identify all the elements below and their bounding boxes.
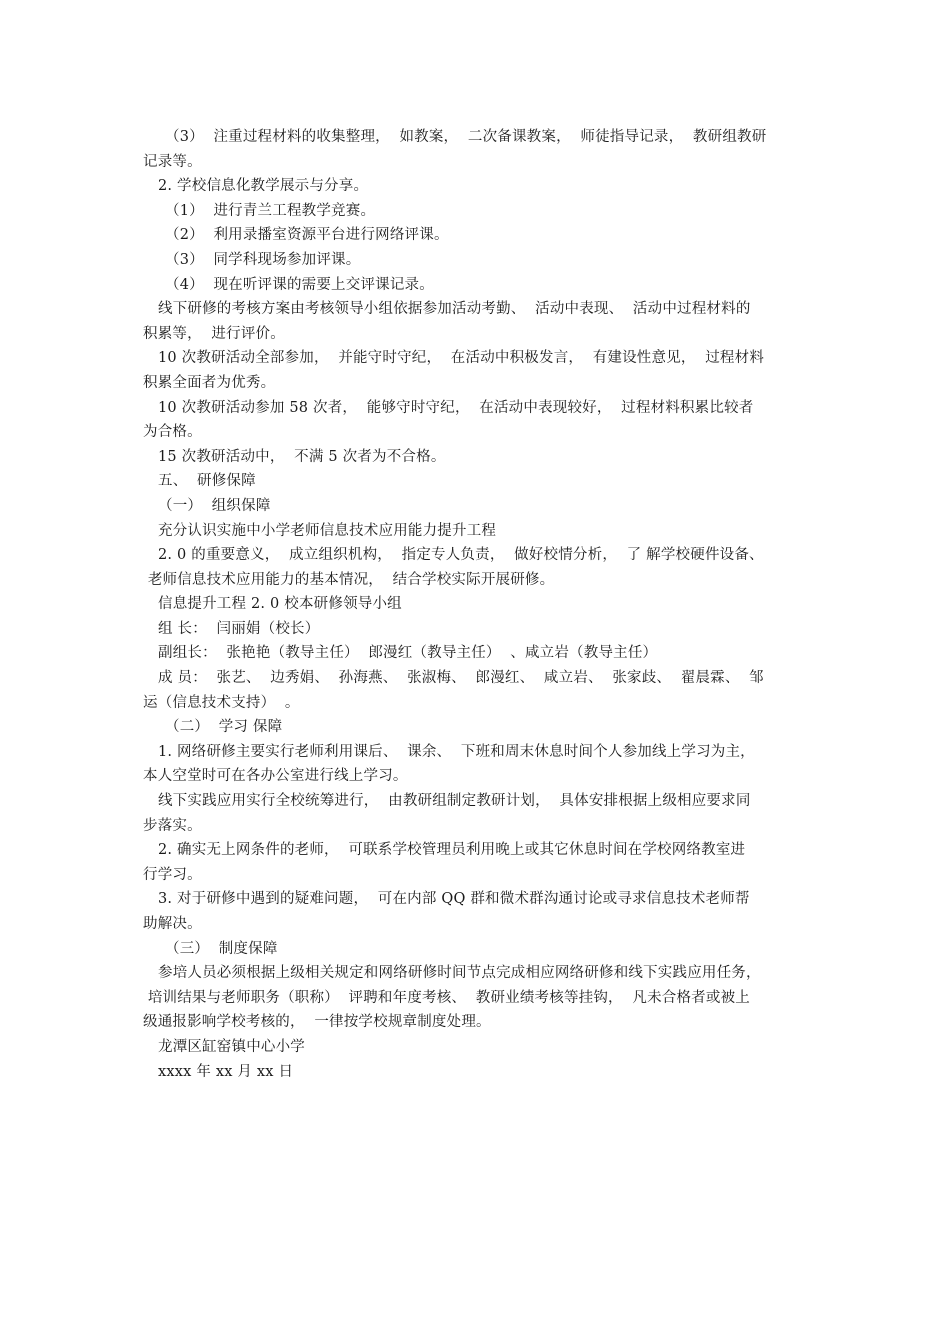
paragraph-line: 老师信息技术应用能力的基本情况， 结合学校实际开展研修。: [143, 571, 555, 588]
paragraph-line: 成 员： 张艺、 边秀娟、 孙海燕、 张淑梅、 郎漫红、 咸立岩、 张家歧、 翟晨霖、 邹: [158, 670, 764, 687]
paragraph-line: 级通报影响学校考核的， 一律按学校规章制度处理。: [143, 1014, 491, 1031]
paragraph-line: （二） 学习 保障: [165, 719, 283, 736]
paragraph-line: （一） 组织保障: [158, 497, 271, 514]
paragraph-line: 积累全面者为优秀。: [143, 374, 276, 391]
paragraph-line: 线下实践应用实行全校统筹进行， 由教研组制定教研计划， 具体安排根据上级相应要求同: [158, 793, 751, 810]
paragraph-line: 副组长： 张艳艳（教导主任） 郎漫红（教导主任） 、咸立岩（教导主任）: [158, 645, 658, 662]
paragraph-line: 信息提升工程 2. 0 校本研修领导小组: [158, 596, 402, 613]
paragraph-line: 运（信息技术支持） 。: [143, 694, 300, 711]
paragraph-line: 3. 对于研修中遇到的疑难问题， 可在内部 QQ 群和微术群沟通讨论或寻求信息技术老师帮: [158, 891, 750, 908]
paragraph-line: 龙潭区缸窑镇中心小学: [158, 1038, 305, 1055]
paragraph-line: 为合格。: [143, 424, 202, 441]
paragraph-line: 助解决。: [143, 916, 202, 932]
paragraph-line: （三） 制度保障: [165, 940, 278, 957]
paragraph-line: 培训结果与老师职务（职称） 评聘和年度考核、 教研业绩考核等挂钩， 凡未合格者或被上: [143, 989, 750, 1006]
paragraph-line: 线下研修的考核方案由考核领导小组依据参加活动考勤、 活动中表现、 活动中过程材料的: [158, 301, 751, 318]
paragraph-line: 15 次教研活动中， 不满 5 次者为不合格。: [158, 448, 446, 465]
paragraph-line: 2. 学校信息化教学展示与分享。: [158, 178, 369, 195]
paragraph-line: 充分认识实施中小学老师信息技术应用能力提升工程: [158, 522, 497, 539]
paragraph-line: 10 次教研活动全部参加， 并能守时守纪， 在活动中积极发言， 有建设性意见， 过程材料: [158, 350, 765, 367]
paragraph-line: 10 次教研活动参加 58 次者， 能够守时守纪， 在活动中表现较好， 过程材料积累比较者: [158, 399, 754, 416]
paragraph-line: （4） 现在听评课的需要上交评课记录。: [165, 276, 434, 293]
paragraph-line: 五、 研修保障: [158, 473, 256, 490]
paragraph-line: （1） 进行青兰工程教学竞赛。: [165, 202, 376, 219]
paragraph-line: 组 长： 闫丽娟（校长）: [158, 620, 320, 637]
paragraph-line: 参培人员必须根据上级相关规定和网络研修时间节点完成相应网络研修和线下实践应用任务，: [158, 965, 761, 982]
paragraph-line: 步落实。: [143, 817, 202, 834]
paragraph-line: 2. 确实无上网条件的老师， 可联系学校管理员利用晚上或其它休息时间在学校网络教室进: [158, 842, 746, 859]
paragraph-line: 行学习。: [143, 866, 202, 883]
paragraph-line: 1. 网络研修主要实行老师利用课后、 课余、 下班和周末休息时间个人参加线上学习为主，: [158, 743, 755, 760]
paragraph-line: （2） 利用录播室资源平台进行网络评课。: [165, 227, 449, 244]
document-body: [143, 125, 811, 1084]
paragraph-line: （3） 同学科现场参加评课。: [165, 251, 361, 268]
paragraph-line: （3） 注重过程材料的收集整理， 如教案， 二次备课教案， 师徒指导记录， 教研组教研: [165, 129, 767, 145]
paragraph-line: 2. 0 的重要意义， 成立组织机构， 指定专人负责， 做好校情分析， 了 解学校硬件设备、: [158, 547, 764, 564]
paragraph-line: 记录等。: [143, 153, 202, 170]
paragraph-line: 本人空堂时可在各办公室进行线上学习。: [143, 768, 408, 785]
paragraph-line: 积累等， 进行评价。: [143, 325, 285, 342]
paragraph-line: xxxx 年 xx 月 xx 日: [158, 1063, 294, 1080]
